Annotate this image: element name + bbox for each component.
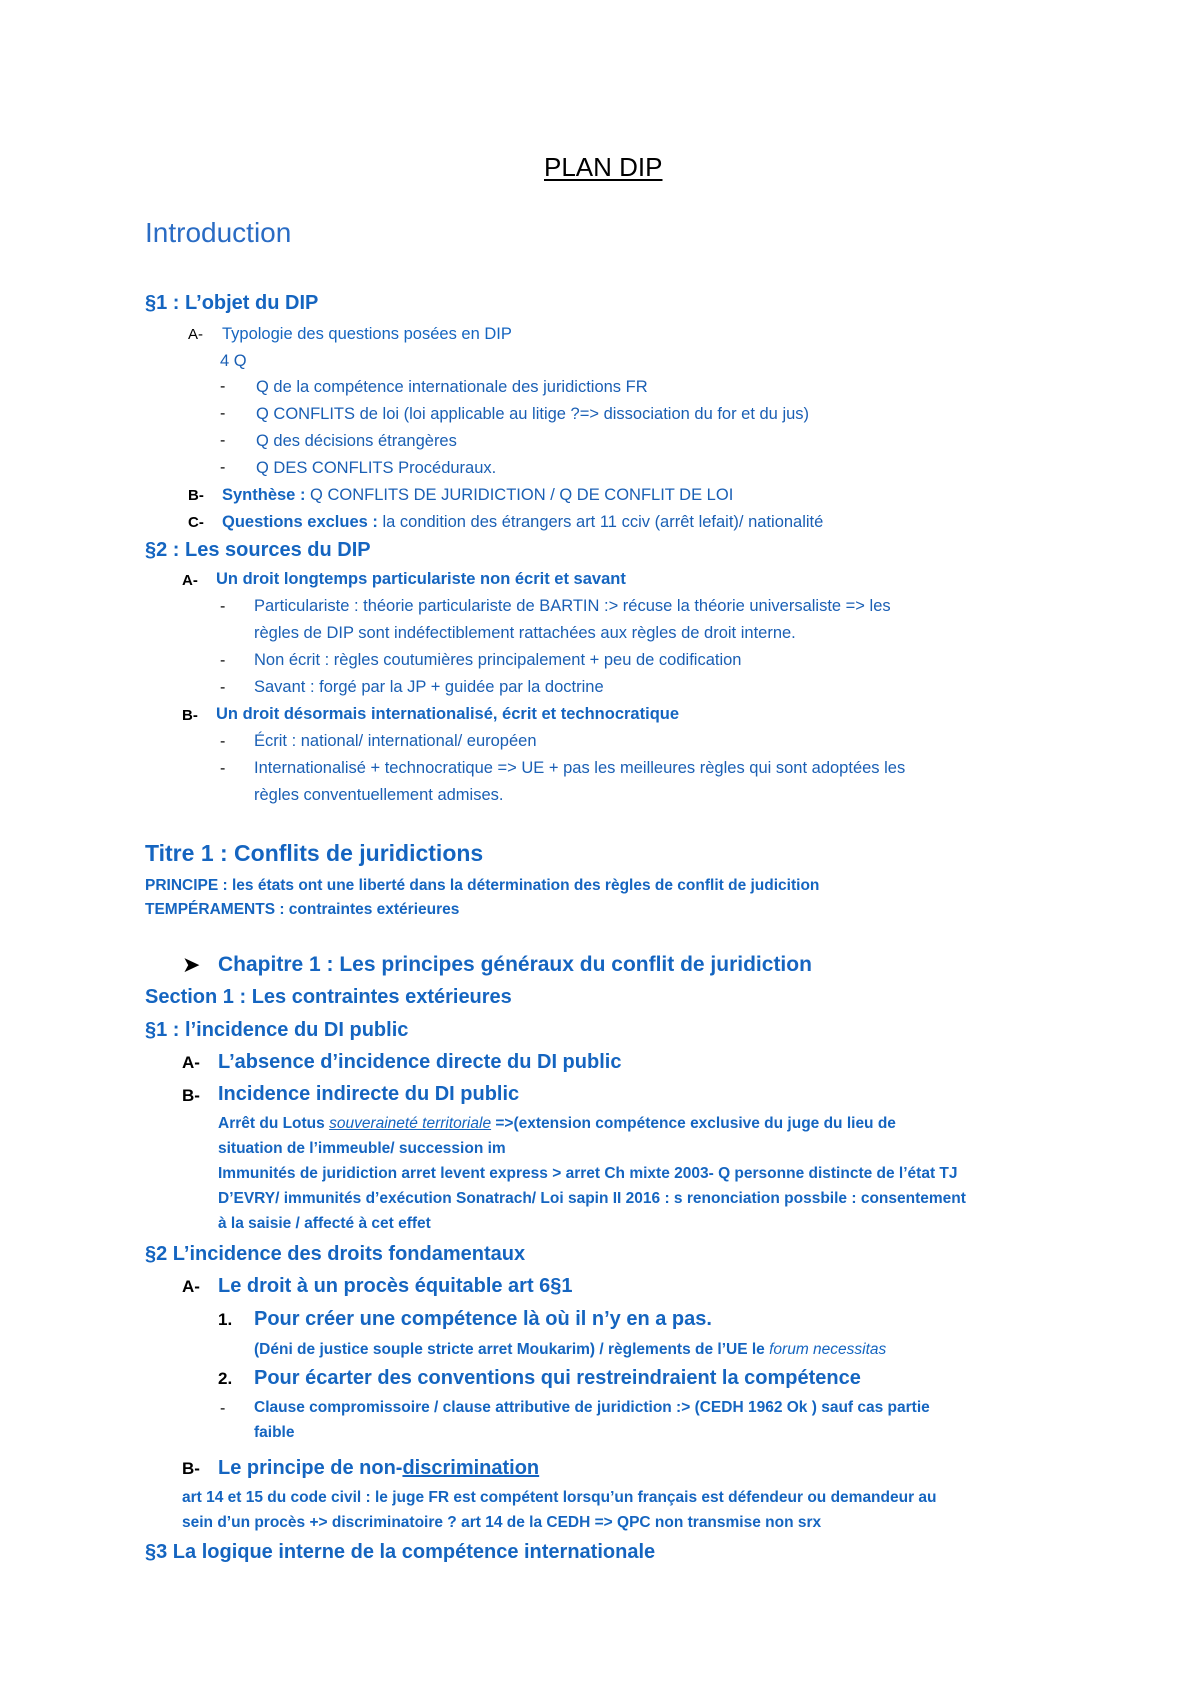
list-label-a: A- (188, 326, 203, 343)
list-item: Particulariste : théorie particulariste de BARTIN :> récuse la théorie universaliste => les (254, 597, 891, 615)
s2-b-line1: art 14 et 15 du code civil : le juge FR est compétent lorsqu’un français est défendeur ou demandeur au (182, 1489, 937, 1506)
list-item-continued: règles conventuellement admises. (254, 786, 504, 804)
list-item: Internationalisé + technocratique => UE + pas les meilleures règles qui sont adoptées les (254, 759, 906, 777)
list-label-a: A- (182, 572, 198, 589)
s2-b-text-underlined: discrimination (402, 1457, 540, 1479)
intro-p1-b-text (222, 486, 733, 505)
s2-n1-text: Pour créer une compétence là où il n’y en a pas. (254, 1308, 712, 1330)
list-label-b: B- (188, 487, 204, 504)
intro-p1-b-body: Q CONFLITS DE JURIDICTION / Q DE CONFLIT DE LOI (305, 486, 734, 504)
intro-p2-heading: §2 : Les sources du DIP (145, 539, 371, 561)
titre1-temperaments: TEMPÉRAMENTS : contraintes extérieures (145, 901, 460, 918)
bullet-dash: - (220, 598, 226, 615)
list-label-b: B- (182, 1459, 200, 1478)
intro-p1-c-body: la condition des étrangers art 11 cciv (arrêt lefait)/ nationalité (377, 513, 824, 531)
s1-a-text: L’absence d’incidence directe du DI public (218, 1051, 622, 1073)
s1-b-line1-italic: souveraineté territoriale (329, 1115, 492, 1132)
s1-heading: §1 : l’incidence du DI public (145, 1019, 409, 1041)
s2-n2-item2: faible (254, 1424, 295, 1441)
intro-p1-b-title: Synthèse : (222, 486, 306, 504)
intro-heading: Introduction (145, 217, 292, 248)
s2-b-text (218, 1457, 539, 1480)
bullet-dash: - (220, 459, 226, 476)
s2-n1-sub-pre: (Déni de justice souple stricte arret Moukarim) / règlements de l’UE le (254, 1341, 770, 1358)
section-heading: Section 1 : Les contraintes extérieures (145, 986, 512, 1008)
numbered-label-1: 1. (218, 1310, 233, 1329)
intro-p2-b-text: Un droit désormais internationalisé, écrit et technocratique (216, 705, 680, 723)
list-label-a: A- (182, 1277, 200, 1296)
bullet-dash: - (220, 652, 226, 669)
s2-heading: §2 L’incidence des droits fondamentaux (145, 1243, 526, 1265)
list-label-a: A- (182, 1053, 200, 1072)
list-label-b: B- (182, 707, 198, 724)
intro-p1-count: 4 Q (220, 352, 247, 370)
titre1-heading: Titre 1 : Conflits de juridictions (145, 840, 484, 866)
bullet-dash: - (220, 679, 226, 696)
s1-b-line1-post: =>(extension compétence exclusive du juge du lieu de (491, 1115, 896, 1132)
s2-n2-text: Pour écarter des conventions qui restreindraient la compétence (254, 1367, 861, 1389)
s2-n1-sub (254, 1341, 886, 1359)
list-item: Q CONFLITS de loi (loi applicable au litige ?=> dissociation du for et du jus) (256, 405, 810, 423)
intro-p1-c-title: Questions exclues : (222, 513, 378, 531)
page-title: PLAN DIP (544, 152, 663, 182)
numbered-label-2: 2. (218, 1369, 233, 1388)
list-item: Q DES CONFLITS Procéduraux. (256, 459, 497, 477)
s1-b-line4: D’EVRY/ immunités d’exécution Sonatrach/ Loi sapin II 2016 : s renonciation possbile : consentement (218, 1190, 966, 1207)
s2-b-line2: sein d’un procès +> discriminatoire ? art 14 de la CEDH => QPC non transmise non srx (182, 1514, 822, 1531)
chapitre-heading: Chapitre 1 : Les principes généraux du conflit de juridiction (218, 953, 812, 976)
bullet-dash: - (220, 1400, 226, 1417)
bullet-dash: - (220, 378, 226, 395)
s2-n2-item1: Clause compromissoire / clause attributive de juridiction :> (CEDH 1962 Ok ) sauf cas partie (254, 1399, 930, 1416)
bullet-dash: - (220, 760, 226, 777)
list-item: Q des décisions étrangères (256, 432, 457, 450)
s2-b-text-pre: Le principe de non- (218, 1457, 403, 1479)
s1-b-line2: situation de l’immeuble/ succession im (218, 1140, 506, 1157)
bullet-dash: - (220, 432, 226, 449)
list-item: Écrit : national/ international/ européen (254, 732, 537, 750)
intro-p1-a-text: Typologie des questions posées en DIP (222, 325, 512, 343)
s1-b-line1 (218, 1115, 896, 1133)
titre1-principe: PRINCIPE : les états ont une liberté dans la détermination des règles de conflit de judicition (145, 877, 820, 894)
list-label-b: B- (182, 1086, 200, 1105)
s2-a-text: Le droit à un procès équitable art 6§1 (218, 1275, 573, 1297)
bullet-dash: - (220, 405, 226, 422)
s2-n1-sub-italic: forum necessitas (769, 1341, 887, 1358)
list-item: Non écrit : règles coutumières principalement + peu de codification (254, 651, 742, 669)
bullet-dash: - (220, 733, 226, 750)
list-item-continued: règles de DIP sont indéfectiblement rattachées aux règles de droit interne. (254, 624, 796, 642)
s1-b-line5: à la saisie / affecté à cet effet (218, 1215, 431, 1232)
intro-p2-a-text: Un droit longtemps particulariste non écrit et savant (216, 570, 626, 588)
intro-p1-c-text (222, 513, 823, 532)
arrow-bullet-icon: ➤ (182, 952, 201, 977)
s1-b-line1-pre: Arrêt du Lotus (218, 1115, 330, 1132)
s1-b-text: Incidence indirecte du DI public (218, 1083, 520, 1105)
list-item: Savant : forgé par la JP + guidée par la doctrine (254, 678, 604, 696)
intro-p1-heading: §1 : L’objet du DIP (145, 292, 319, 314)
s3-heading: §3 La logique interne de la compétence internationale (145, 1541, 656, 1563)
s1-b-line3: Immunités de juridiction arret levent express > arret Ch mixte 2003- Q personne distincte de l’état TJ (218, 1165, 958, 1182)
list-item: Q de la compétence internationale des juridictions FR (256, 378, 648, 396)
list-label-c: C- (188, 514, 204, 531)
